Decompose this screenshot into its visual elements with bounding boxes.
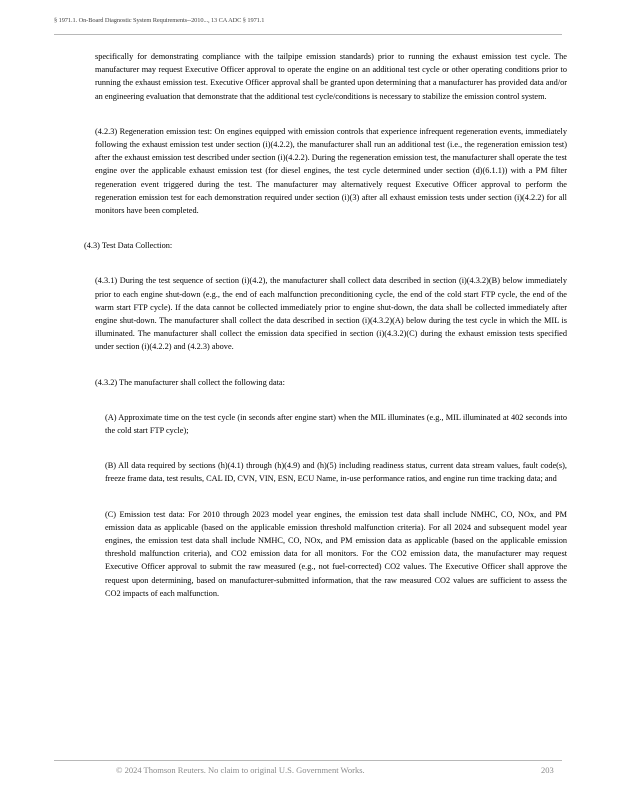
document-body <box>84 50 567 600</box>
item-c: (C) Emission test data: For 2010 through 2023 model year engines, the emission test data shall include NMHC, CO, NOx, and PM emission data as applicable (based on the applicable emission threshold malfunction criteria). For all 2024 and subsequent model year engines, the emission test data shall include NMHC, CO, NOx, and PM emission data as applicable (based on the applicable emission threshold malfunction criteria), and CO2 emission data for all monitors. For the CO2 emission data, the manufacturer may request Executive Officer approval to submit the raw measured (e.g., not fuel-corrected) CO2 values. The Executive Officer shall approve the request upon determining, based on manufacturer-submitted information, that the raw measured CO2 values are sufficient to assess the CO2 impacts of each malfunction. <box>105 509 567 598</box>
paragraph-4-3-1: (4.3.1) During the test sequence of section (i)(4.2), the manufacturer shall collect data described in section (i)(4.3.2)(B) below immediately prior to each engine shut-down (e.g., the end of each malfunction preconditioning cycle, the end of the cold start FTP cycle, the end of the warm start FTP cycle). If the data cannot be collected immediately prior to engine shut-down, the data shall be collected immediately after engine shut-down. The manufacturer shall collect the data described in section (i)(4.3.2)(A) below during the test cycle in which the MIL is illuminated. The manufacturer shall collect the emission data specified in section (i)(4.3.2)(C) during the exhaust emission tests specified under section (i)(4.2.2) and (4.2.3) above. <box>95 276 567 352</box>
header-divider <box>54 34 562 35</box>
footer-divider <box>54 760 562 761</box>
item-a: (A) Approximate time on the test cycle (in seconds after engine start) when the MIL illuminates (e.g., MIL illuminated at 402 seconds into the cold start FTP cycle); <box>105 412 567 436</box>
heading-4-3: (4.3) Test Data Collection: <box>84 241 173 251</box>
running-header: § 1971.1. On-Board Diagnostic System Requirements--2010..., 13 CA ADC § 1971.1 <box>54 17 265 24</box>
footer-copyright: © 2024 Thomson Reuters. No claim to original U.S. Government Works. <box>116 765 365 775</box>
item-b: (B) All data required by sections (h)(4.1) through (h)(4.9) and (h)(5) including readiness status, current data stream values, fault code(s), freeze frame data, test results, CAL ID, CVN, VIN, ESN, ECU Name, in-use performance ratios, and engine run time tracking data; and <box>105 461 567 484</box>
paragraph-continuation: specifically for demonstrating compliance with the tailpipe emission standards) prior to running the exhaust emission test cycle. The manufacturer may request Executive Officer approval to operate the engine on an additional test cycle or other operating conditions prior to running the exhaust emission test. Executive Officer approval shall be granted upon determining that a manufacturer has provided data and/or an engineering evaluation that demonstrate that the additional test cycle/conditions is necessary to stabilize the emission control system. <box>95 52 567 101</box>
paragraph-4-2-3: (4.2.3) Regeneration emission test: On engines equipped with emission controls that experience infrequent regeneration events, immediately following the exhaust emission test under section (i)(4.2.2), the manufacturer shall run an additional test (i.e., the regeneration emission test) after the exhaust emission test described under section (i)(4.2.2). During the regeneration emission test, the manufacturer shall operate the test engine over the applicable exhaust emission test (for diesel engines, the test cycle determined under section (d)(6.1.1)) with a PM filter regeneration event triggered during the test. The manufacturer may alternatively request Executive Officer approval to perform the regeneration emission test for each demonstration required under section (i)(3) after all exhaust emission tests under section (i)(4.2.2) for all monitors have been completed. <box>95 126 567 216</box>
paragraph-4-3-2: (4.3.2) The manufacturer shall collect the following data: <box>95 377 285 387</box>
page-number: 203 <box>541 765 554 775</box>
